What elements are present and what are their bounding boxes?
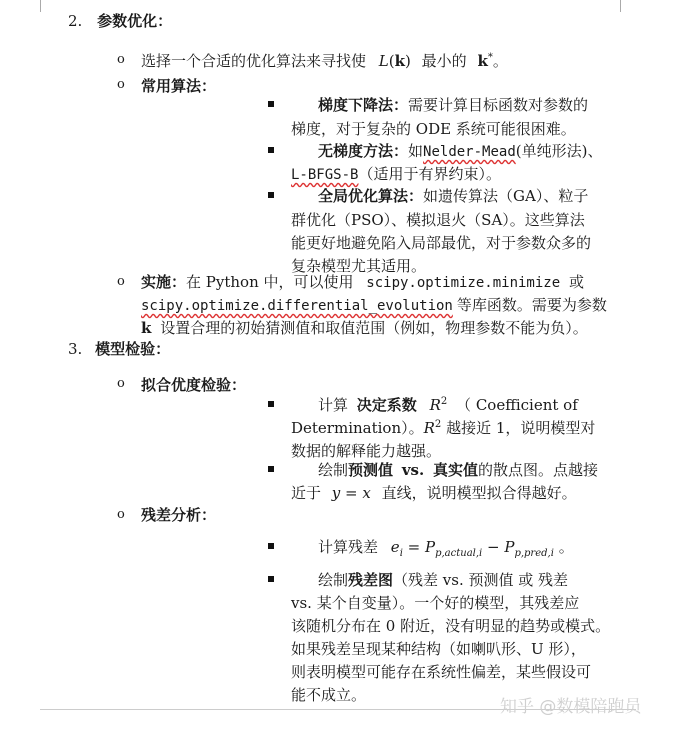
circle-bullet: o (117, 507, 125, 522)
scipy-minimize: scipy.optimize.minimize (366, 275, 561, 291)
residual-analysis-title: 残差分析： (141, 506, 217, 524)
superscript: 2 (434, 419, 442, 430)
impl-line1 (141, 271, 584, 292)
param-k: k (394, 52, 406, 70)
scatter-line2 (291, 482, 577, 503)
text: 绘制 (318, 571, 349, 589)
circle-bullet: o (117, 274, 125, 289)
circle-bullet: o (117, 376, 125, 391)
text: 的散点图。点越接 (478, 461, 599, 479)
text: （残差 vs. 预测值 或 残差 (393, 571, 569, 589)
residual-plot-line5: 则表明模型可能存在系统性偏差，某些假设可 (291, 663, 592, 681)
section-number: 2. (68, 12, 83, 30)
square-bullet (268, 466, 274, 472)
subscript: i (399, 548, 403, 559)
vs: vs. (401, 461, 425, 479)
r2-line1 (318, 394, 578, 415)
section-3-heading (68, 338, 170, 359)
text: 。 (558, 538, 574, 556)
subscript: p,pred,i (514, 548, 554, 559)
text: 。 (492, 52, 508, 70)
impl-line2 (141, 294, 607, 315)
text: 需要计算目标函数对参数的 (408, 96, 589, 114)
r2-line3: 数据的解释能力越强。 (291, 442, 442, 460)
text: 直线，说明模型拟合得越好。 (381, 484, 577, 502)
global-opt-line3: 能更好地避免陷入局部最优，对于参数众多的 (291, 234, 592, 252)
global-opt-line2: 群优化（PSO）、模拟退火（SA）。这些算法 (291, 211, 585, 229)
section-title: 模型检验： (95, 340, 171, 358)
text: （ Coefficient of (456, 396, 578, 414)
text: 如遗传算法（GA）、粒子 (423, 187, 589, 205)
text: 或 (568, 273, 584, 291)
impl-title: 实施： (141, 273, 187, 291)
residual-formula-line (318, 536, 574, 559)
residual-plot: 残差图 (348, 571, 394, 589)
residual-plot-line3: 该随机分布在 0 附近，没有明显的趋势或模式。 (291, 617, 611, 635)
scipy-differential-evolution: scipy.optimize.differential_evolution (141, 298, 453, 314)
r2-line2 (291, 417, 595, 438)
true-values: 真实值 (432, 461, 478, 479)
circle-bullet: o (117, 52, 125, 67)
page-corner-top-left (40, 0, 41, 12)
lbfgsb: L-BFGS-B (291, 167, 359, 183)
section-number: 3. (68, 340, 83, 358)
no-gradient-title: 无梯度方法： (318, 142, 409, 160)
page-corner-top-right (620, 0, 621, 12)
scatter-line1 (318, 459, 598, 480)
residual-plot-line2: vs. 某个自变量）。一个好的模型，其残差应 (291, 594, 580, 612)
goodness-of-fit-title: 拟合优度检验： (141, 376, 247, 394)
gradient-descent-title: 梯度下降法： (318, 96, 409, 114)
text: 计算残差 (318, 538, 379, 556)
text: 如 (408, 142, 424, 160)
text: 在 Python 中，可以使用 (186, 273, 354, 291)
nelder-mead: Nelder-Mead (423, 144, 516, 160)
minus: − P (482, 538, 515, 556)
square-bullet (268, 576, 274, 582)
residual-plot-line1 (318, 569, 568, 590)
equation-y-x: y = x (331, 484, 371, 502)
square-bullet (268, 101, 274, 107)
text: Determination）。 (291, 419, 424, 437)
list-item-common-algorithms: 常用算法： (141, 77, 217, 95)
loss-L: L (378, 52, 389, 70)
r-squared: R (423, 419, 435, 437)
square-bullet (268, 192, 274, 198)
eq: = P (402, 538, 436, 556)
gradient-descent-line2: 梯度，对于复杂的 ODE 系统可能很困难。 (291, 120, 576, 138)
r-squared: R (429, 396, 441, 414)
predicted-values: 预测值 (348, 461, 394, 479)
param-k-star: k (477, 52, 488, 70)
square-bullet (268, 147, 274, 153)
circle-bullet: o (117, 77, 125, 92)
square-bullet (268, 543, 274, 549)
param-k: k (141, 319, 152, 337)
text: 最小的 (421, 52, 467, 70)
superscript: 2 (440, 396, 448, 407)
section-title: 参数优化： (97, 12, 173, 30)
subscript: p,actual,i (435, 548, 483, 559)
text: 近于 (291, 484, 322, 502)
text: 选择一个合适的优化算法来寻找使 (141, 52, 367, 70)
text: 设置合理的初始猜测值和取值范围（例如，物理参数不能为负）。 (160, 319, 588, 337)
global-opt-line4: 复杂模型尤其适用。 (291, 257, 427, 275)
text: 等库函数。需要为参数 (456, 296, 607, 314)
impl-line3 (141, 317, 588, 338)
text: 绘制 (318, 461, 349, 479)
no-gradient-line2 (291, 163, 501, 184)
section-2-heading (68, 10, 172, 31)
gradient-descent-line1 (318, 94, 588, 115)
residual-plot-line6: 能不成立。 (291, 686, 367, 704)
global-opt-line1 (318, 185, 588, 206)
global-opt-title: 全局优化算法： (318, 187, 424, 205)
no-gradient-line1 (318, 140, 602, 161)
text: (单纯形法)、 (515, 142, 603, 160)
e: e (390, 538, 400, 556)
residual-plot-line4: 如果残差呈现某种结构（如喇叭形、U 形）， (291, 640, 586, 658)
text: （适用于有界约束）。 (358, 165, 501, 183)
list-item-select-algorithm: 选择一个合适的优化算法来寻找使 L(k) 最小的 k*。 (141, 52, 508, 70)
watermark: 知乎 @数模陪跑员 (500, 697, 642, 717)
determination-coefficient: 决定系数 (356, 396, 417, 414)
star: * (487, 52, 493, 63)
square-bullet (268, 401, 274, 407)
text: 越接近 1，说明模型对 (446, 419, 596, 437)
residual-formula (390, 538, 559, 559)
text: 计算 (318, 396, 349, 414)
